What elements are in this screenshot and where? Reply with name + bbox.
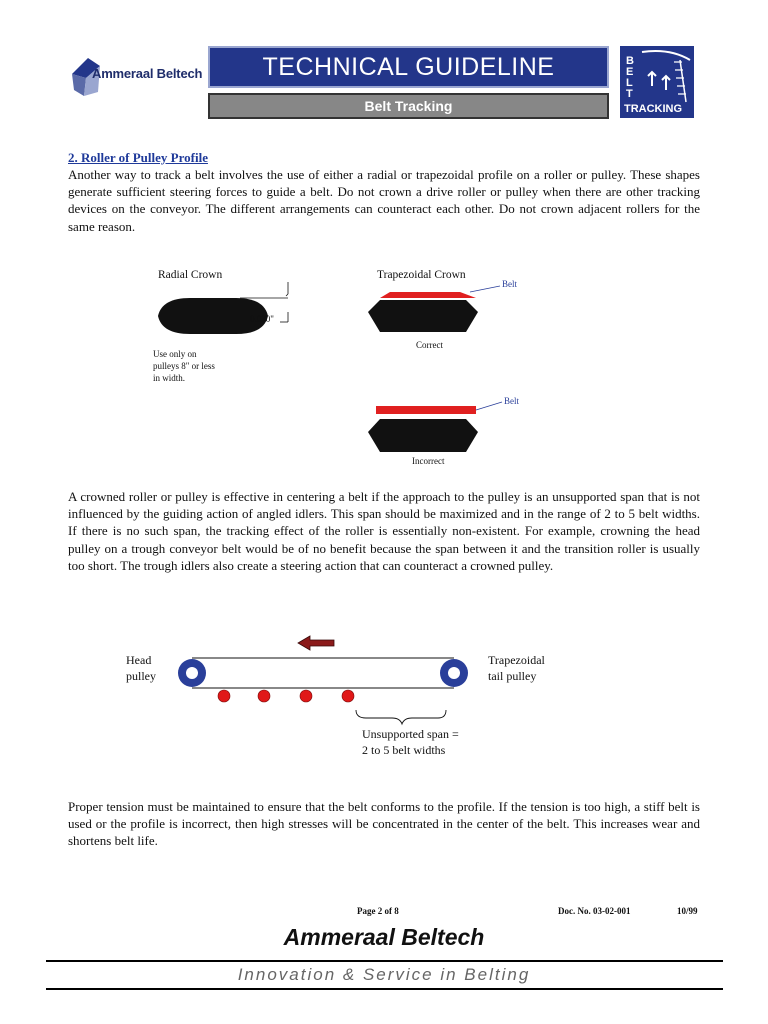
tail-pulley-label-2: tail pulley bbox=[488, 669, 537, 683]
correct-belt bbox=[380, 292, 476, 298]
incorrect-belt bbox=[376, 406, 476, 414]
paragraph-2: A crowned roller or pulley is effective in centering a belt if the approach to the pulley is an unsupported span that is not influenced by the guiding action of angled idlers. This span should be maximized and in the range of 2 to 5 belt widths. If there is no such span, the tracking effect of the roller is essentially non-existent. For example, crowning the head pulley on a trough conveyor belt would be of no benefit because the span between it and the transition roller is usually too short. The trough idlers also create a steering action that can counteract a crowned pulley. bbox=[68, 489, 700, 573]
head-pulley-label-1: Head bbox=[126, 653, 152, 667]
company-logo bbox=[64, 46, 194, 116]
radial-note-line-2: pulleys 8" or less bbox=[153, 361, 215, 371]
bt-logo-letter-l: L bbox=[626, 77, 633, 89]
radial-crown-label: Radial Crown bbox=[158, 269, 223, 281]
trapezoidal-crown-label: Trapezoidal Crown bbox=[377, 269, 466, 281]
direction-arrow bbox=[298, 636, 334, 650]
document-date: 10/99 bbox=[677, 906, 698, 916]
radial-note-line-1: Use only on bbox=[153, 349, 197, 359]
idler-1 bbox=[218, 690, 230, 702]
belt-tracking-logo bbox=[620, 46, 694, 118]
crown-profile-figure bbox=[140, 262, 540, 472]
radial-note-line-3: in width. bbox=[153, 373, 186, 383]
idler-4 bbox=[342, 690, 354, 702]
idler-3 bbox=[300, 690, 312, 702]
bt-logo-letter-e: E bbox=[626, 66, 634, 78]
span-label-1: Unsupported span = bbox=[362, 727, 459, 741]
document-subtitle: Belt Tracking bbox=[208, 93, 609, 119]
footer-divider-bottom bbox=[46, 988, 723, 990]
bt-logo-letter-b: B bbox=[626, 55, 634, 67]
dimension-label: 0.030" bbox=[250, 314, 274, 324]
footer-divider-top bbox=[46, 960, 723, 962]
footer-brand: Ammeraal Beltech bbox=[283, 924, 485, 950]
correct-label: Correct bbox=[416, 340, 443, 350]
trapezoidal-roller-correct bbox=[368, 300, 478, 332]
conveyor-figure bbox=[120, 630, 570, 760]
idler-2 bbox=[258, 690, 270, 702]
logo-text: Ammeraal Beltech bbox=[92, 66, 203, 81]
bt-logo-letter-t: T bbox=[626, 88, 633, 100]
page-number: Page 2 of 8 bbox=[357, 906, 399, 916]
paragraph-1: Another way to track a belt involves the use of either a radial or trapezoidal profile on a roller or pulley. These shapes generate sufficient steering forces to guide a belt. Do not crown a drive roller or pulley when there are other tracking devices on the conveyor. The different arrangements can counteract each other. Do not crown adjacent rollers for the same reason. bbox=[68, 167, 700, 234]
paragraph-3: Proper tension must be maintained to ensure that the belt conforms to the profile. If the tension is too high, a stiff belt is used or the profile is incorrect, then high stresses will be concentrated in the center of the belt. This increases wear and shortens belt life. bbox=[68, 799, 700, 849]
span-label-2: 2 to 5 belt widths bbox=[362, 743, 446, 757]
document-number: Doc. No. 03-02-001 bbox=[558, 906, 631, 916]
tail-pulley-label-1: Trapezoidal bbox=[488, 653, 545, 667]
span-brace bbox=[356, 710, 446, 724]
belt-label-correct: Belt bbox=[502, 279, 517, 289]
bt-logo-word: TRACKING bbox=[624, 103, 683, 115]
section-heading: 2. Roller of Pulley Profile bbox=[68, 150, 208, 165]
trapezoidal-roller-incorrect bbox=[368, 419, 478, 452]
document-title: TECHNICAL GUIDELINE bbox=[208, 46, 609, 88]
head-pulley-label-2: pulley bbox=[126, 669, 156, 683]
incorrect-label: Incorrect bbox=[412, 456, 445, 466]
footer-tagline: Innovation & Service in Belting bbox=[237, 965, 531, 984]
belt-label-incorrect: Belt bbox=[504, 396, 519, 406]
